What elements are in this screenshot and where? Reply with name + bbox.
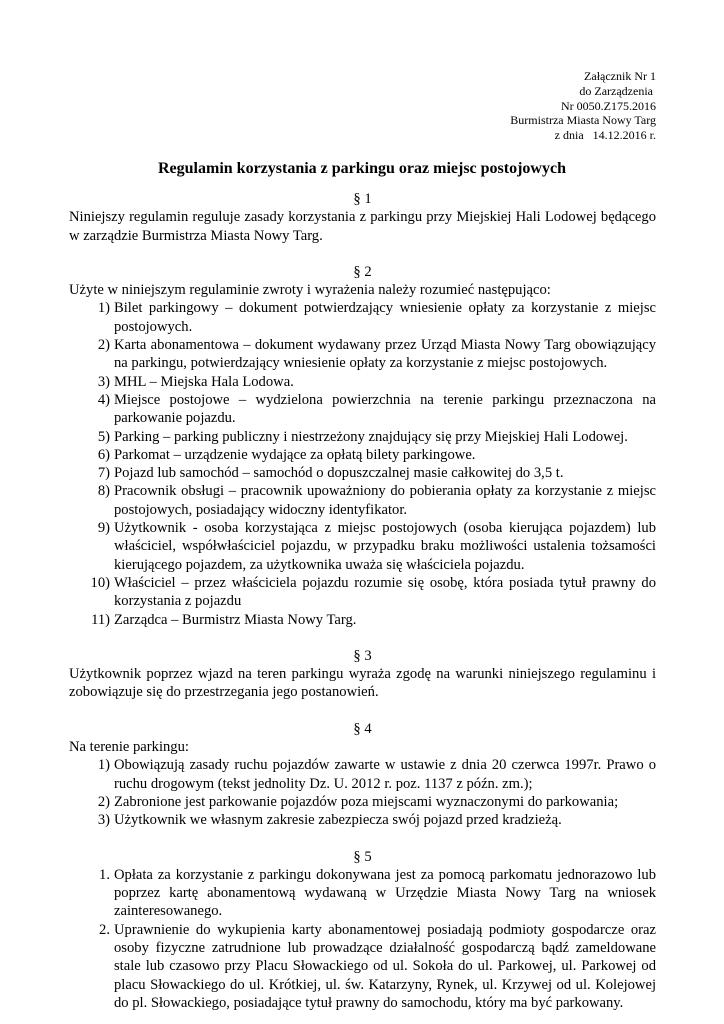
list-item-number: 9) bbox=[97, 520, 110, 537]
list-item bbox=[69, 866, 656, 921]
parking-rules-list bbox=[69, 756, 656, 829]
list-item bbox=[69, 811, 656, 829]
list-item bbox=[69, 446, 656, 464]
section-1-heading: § 1 bbox=[353, 191, 372, 207]
header-line: Burmistrza Miasta Nowy Targ bbox=[510, 113, 656, 128]
list-item-number: 2) bbox=[97, 337, 110, 354]
list-item-text: Parkomat – urządzenie wydające za opłatą bilety parkingowe. bbox=[114, 446, 476, 463]
list-item-text: Parking – parking publiczny i niestrzeżony znajdujący się przy Miejskiej Hali Lodowej. bbox=[114, 428, 628, 445]
list-item bbox=[69, 482, 656, 519]
list-item-text: Zabronione jest parkowanie pojazdów poza miejscami wyznaczonymi do parkowania; bbox=[114, 793, 619, 810]
list-item-number: 6) bbox=[97, 446, 110, 463]
fees-list bbox=[69, 866, 656, 1012]
list-item-text: Miejsce postojowe – wydzielona powierzchnia na terenie parkingu przeznaczona na parkowanie pojazdu. bbox=[114, 391, 656, 427]
section-2-heading: § 2 bbox=[353, 263, 372, 280]
list-item-text: Obowiązują zasady ruchu pojazdów zawarte w ustawie z dnia 20 czerwca 1997r. Prawo o ruchu drogowym (tekst jednolity Dz. U. 2012 r. poz. 1137 z późn. zm.); bbox=[114, 757, 656, 792]
section-4-intro: Na terenie parkingu: bbox=[69, 739, 189, 756]
header-line: do Zarządzenia bbox=[579, 83, 656, 98]
list-item-number: 1) bbox=[97, 757, 110, 774]
list-item-number: 10) bbox=[90, 574, 110, 591]
list-item-number: 7) bbox=[97, 465, 110, 482]
section-4-heading: § 4 bbox=[353, 720, 372, 737]
document-title: Regulamin korzystania z parkingu oraz miejsc postojowych bbox=[158, 160, 566, 177]
list-item-number: 5) bbox=[97, 428, 110, 445]
header-line: z dnia 14.12.2016 r. bbox=[554, 128, 656, 143]
section-1-text: Niniejszy regulamin reguluje zasady korzystania z parkingu przy Miejskiej Hali Lodowej będącego w zarządzie Burmistrza Miasta Nowy Targ. bbox=[69, 209, 656, 244]
list-item-text: Użytkownik we własnym zakresie zabezpiecza swój pojazd przed kradzieżą. bbox=[114, 812, 562, 829]
list-item-text: Karta abonamentowa – dokument wydawany przez Urząd Miasta Nowy Targ obowiązujący na parkingu, potwierdzający wniesienie opłaty za korzystanie z miejsc postojowych. bbox=[114, 337, 656, 372]
list-item-number: 3) bbox=[97, 812, 110, 829]
definitions-list bbox=[69, 299, 656, 628]
list-item bbox=[69, 464, 656, 482]
list-item-text: Pojazd lub samochód – samochód o dopuszczalnej masie całkowitej do 3,5 t. bbox=[114, 465, 564, 482]
header-line: Załącznik Nr 1 bbox=[584, 69, 656, 83]
list-item-text: Uprawnienie do wykupienia karty abonamentowej posiadają podmioty gospodarcze oraz osoby fizyczne zatrudnione lub prowadzące działalność gospodarczą bądź zameldowane stale lub czasowo przy Placu Słowackiego od ul. Sokoła do ul. Parkowej, ul. Parkowej od placu Słowackiego do ul. Krótkiej, ul. św. Katarzyny, Rynek, ul. Krzywej od ul. Kolejowej do pl. Słowackiego, posiadające tytuł prawny do samochodu, który ma być parkowany. bbox=[114, 921, 656, 1011]
list-item-number: 8) bbox=[97, 483, 110, 500]
list-item-number: 3) bbox=[97, 373, 110, 390]
section-3-text: Użytkownik poprzez wjazd na teren parkingu wyraża zgodę na warunki niniejszego regulaminu i zobowiązuje się do przestrzegania jego postanowień. bbox=[69, 666, 656, 701]
list-item-number: 2. bbox=[99, 921, 110, 938]
list-item bbox=[69, 611, 656, 629]
section-5-heading: § 5 bbox=[353, 848, 372, 865]
list-item bbox=[69, 373, 656, 391]
list-item bbox=[69, 574, 656, 611]
list-item bbox=[69, 921, 656, 1012]
list-item bbox=[69, 391, 656, 428]
list-item-number: 4) bbox=[97, 391, 110, 408]
list-item-number: 2) bbox=[97, 793, 110, 810]
list-item bbox=[69, 428, 656, 446]
list-item-text: Użytkownik - osoba korzystająca z miejsc postojowych (osoba kierująca pojazdem) lub właściciel, współwłaściciel pojazdu, w przypadku braku możliwości ustalenia tożsamości kierującego pojazdem, za użytkownika uważa się właściciela pojazdu. bbox=[114, 520, 656, 573]
list-item-text: Pracownik obsługi – pracownik upoważniony do pobierania opłaty za korzystanie z miejsc postojowych, posiadający widoczny identyfikator. bbox=[114, 483, 656, 518]
list-item-number: 1) bbox=[97, 300, 110, 317]
section-2-intro: Użyte w niniejszym regulaminie zwroty i wyrażenia należy rozumieć następująco: bbox=[69, 282, 551, 299]
header-line: Nr 0050.Z175.2016 bbox=[561, 98, 656, 113]
list-item-text: Opłata za korzystanie z parkingu dokonywana jest za pomocą parkomatu jednorazowo lub poprzez kartę abonamentową wydawaną w Urzędzie Miasta Nowy Targ na wniosek zainteresowanego. bbox=[114, 866, 656, 920]
list-item bbox=[69, 519, 656, 574]
list-item bbox=[69, 299, 656, 336]
list-item-text: MHL – Miejska Hala Lodowa. bbox=[114, 373, 294, 390]
list-item-text: Zarządca – Burmistrz Miasta Nowy Targ. bbox=[114, 611, 357, 628]
annex-header bbox=[510, 69, 656, 143]
list-item bbox=[69, 793, 656, 811]
list-item-text: Właściciel – przez właściciela pojazdu rozumie się osobę, która posiada tytuł prawny do korzystania z pojazdu bbox=[114, 574, 656, 610]
section-3-heading: § 3 bbox=[353, 647, 372, 664]
list-item bbox=[69, 756, 656, 793]
list-item bbox=[69, 336, 656, 373]
document-body bbox=[69, 190, 656, 1012]
list-item-number: 1. bbox=[99, 866, 110, 883]
list-item-number: 11) bbox=[91, 611, 110, 628]
list-item-text: Bilet parkingowy – dokument potwierdzający wniesienie opłaty za korzystanie z miejsc postojowych. bbox=[114, 300, 656, 335]
